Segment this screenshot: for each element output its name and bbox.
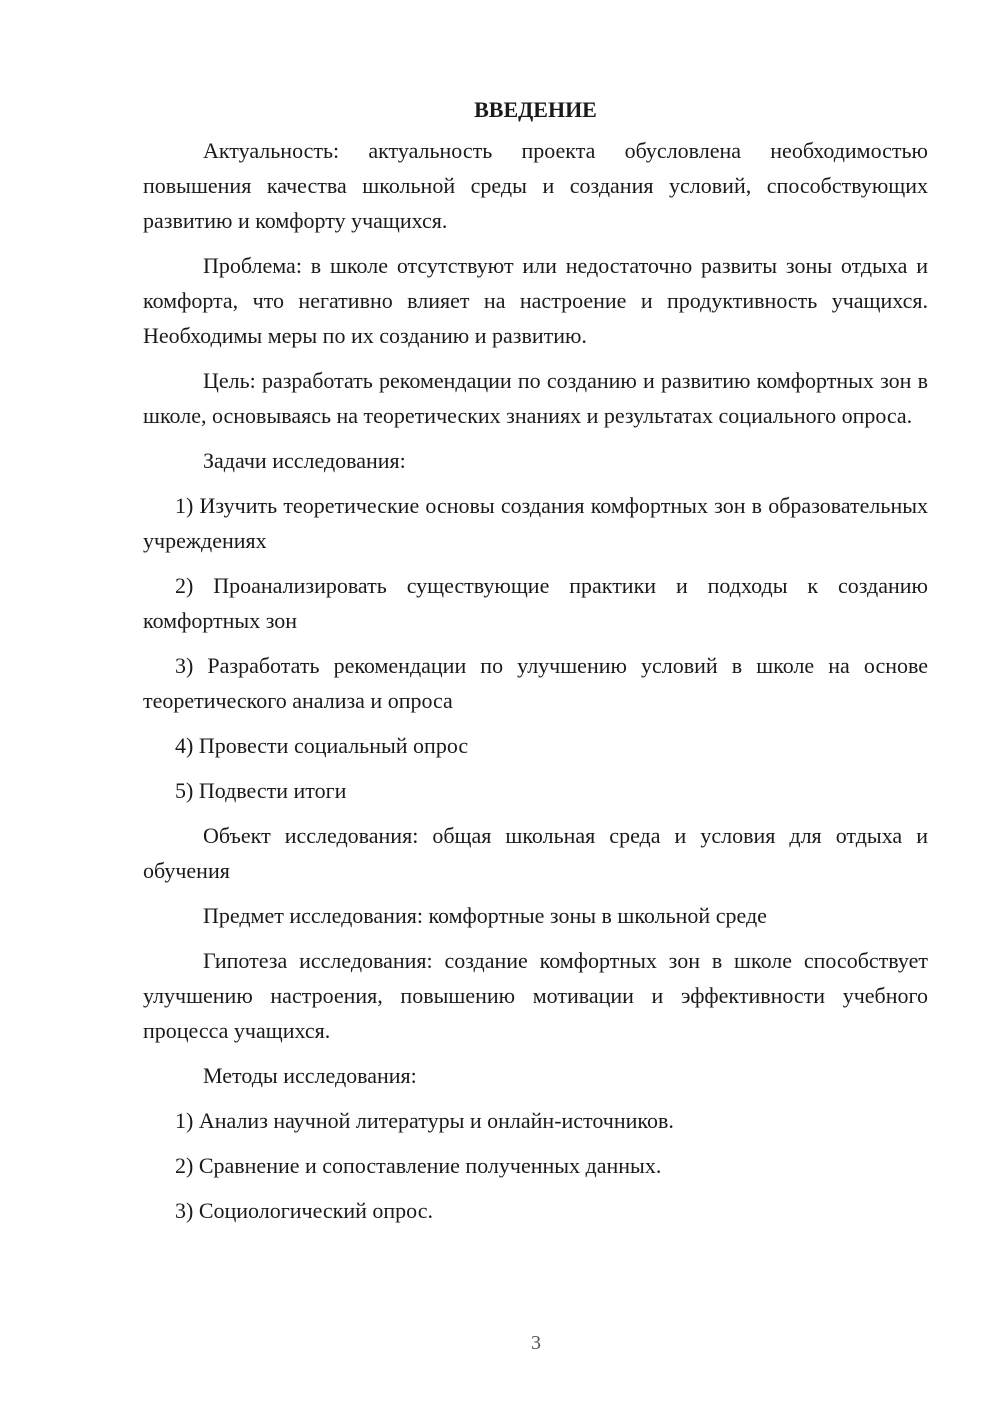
page-content (143, 92, 928, 1238)
task-item-5: 5) Подвести итоги (175, 778, 347, 803)
methods-heading: Методы исследования: (203, 1063, 417, 1088)
page-number: 3 (531, 1332, 541, 1354)
method-item-2: 2) Сравнение и сопоставление полученных данных. (175, 1153, 662, 1178)
paragraph-object: Объект исследования: общая школьная среда и условия для отдыха и обучения (143, 823, 928, 883)
page-title: ВВЕДЕНИЕ (474, 97, 597, 122)
paragraph-relevance: Актуальность: актуальность проекта обусловлена необходимостью повышения качества школьной среды и создания условий, способствующих развитию и комфорту учащихся. (143, 138, 928, 233)
task-item-1: 1) Изучить теоретические основы создания комфортных зон в образовательных учреждениях (143, 493, 928, 553)
task-item-3: 3) Разработать рекомендации по улучшению условий в школе на основе теоретического анализа и опроса (143, 653, 928, 713)
paragraph-goal: Цель: разработать рекомендации по созданию и развитию комфортных зон в школе, основываясь на теоретических знаниях и результатах социального опроса. (143, 368, 928, 428)
paragraph-hypothesis: Гипотеза исследования: создание комфортных зон в школе способствует улучшению настроения, повышению мотивации и эффективности учебного процесса учащихся. (143, 948, 928, 1043)
paragraph-subject: Предмет исследования: комфортные зоны в школьной среде (203, 903, 767, 928)
paragraph-problem: Проблема: в школе отсутствуют или недостаточно развиты зоны отдыха и комфорта, что негативно влияет на настроение и продуктивность учащихся. Необходимы меры по их созданию и развитию. (143, 253, 928, 348)
task-item-4: 4) Провести социальный опрос (175, 733, 469, 758)
method-item-1: 1) Анализ научной литературы и онлайн-источников. (175, 1108, 674, 1133)
task-item-2: 2) Проанализировать существующие практики и подходы к созданию комфортных зон (143, 573, 928, 633)
tasks-heading: Задачи исследования: (203, 448, 406, 473)
method-item-3: 3) Социологический опрос. (175, 1198, 433, 1223)
